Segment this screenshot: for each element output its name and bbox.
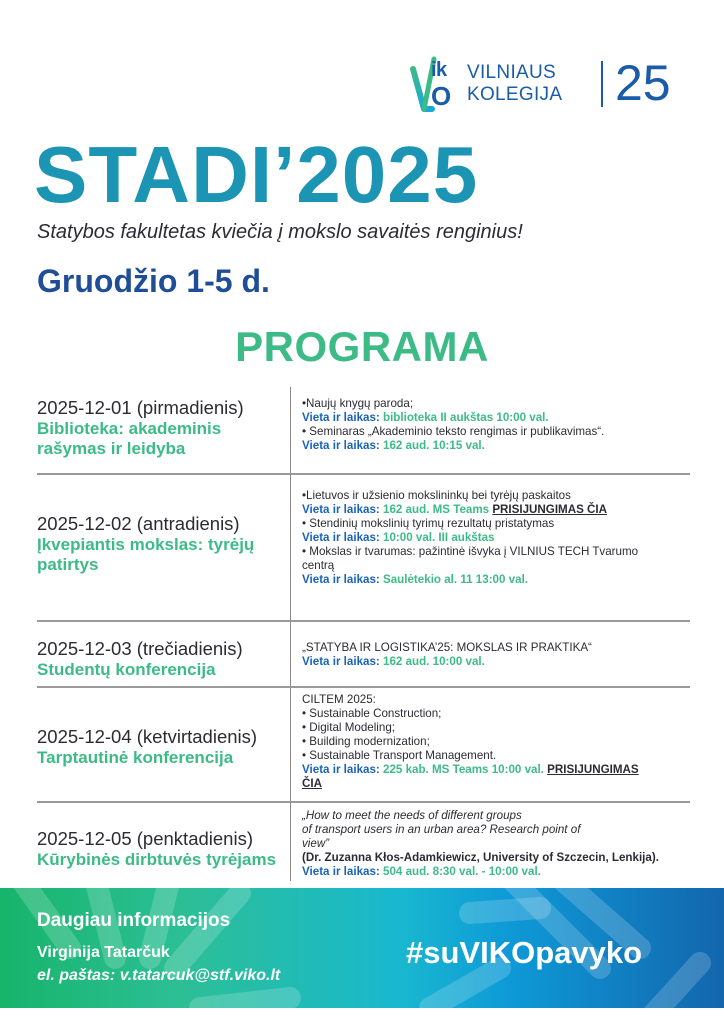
join-link[interactable]: PRISIJUNGIMAS ČIA — [492, 503, 607, 516]
detail-line: „STATYBA IR LOGISTIKA’25: MOKSLAS IR PRAKTIKA“ — [302, 641, 592, 654]
program-row-day — [37, 726, 287, 768]
venue-label: Vieta ir laikas: — [302, 439, 380, 452]
detail-line: • Stendinių mokslinių tyrimų rezultatų pristatymas — [302, 517, 555, 530]
venue-value: 504 aud. 8:30 val. - 10:00 val. — [379, 865, 541, 878]
venue-label: Vieta ir laikas: — [302, 763, 380, 776]
venue-value: Saulėtekio al. 11 13:00 val. — [379, 573, 529, 586]
venue-label: Vieta ir laikas: — [302, 573, 380, 586]
detail-line: •Naujų knygų paroda; — [302, 397, 414, 410]
speaker-line: (Dr. Zuzanna Kłos-Adamkiewicz, University of Szczecin, Lenkija). — [302, 851, 659, 864]
venue-label: Vieta ir laikas: — [302, 865, 380, 878]
link-continuation — [302, 777, 694, 791]
venue-value: 162 aud. MS Teams — [379, 503, 493, 516]
venue-value: 10:00 val. III aukštas — [379, 531, 495, 544]
row-divider — [37, 473, 690, 475]
logo-line-2: KOLEGIJA — [467, 84, 563, 105]
venue-line — [302, 439, 694, 453]
day-topic-line: patirtys — [37, 555, 99, 574]
day-date: 2025-12-01 (pirmadienis) — [37, 397, 244, 418]
program-row-details — [302, 397, 694, 453]
day-topic-line: Tarptautinė konferencija — [37, 748, 234, 767]
venue-line — [302, 411, 694, 425]
day-date: 2025-12-04 (ketvirtadienis) — [37, 726, 258, 747]
more-info-heading: Daugiau informacijos — [37, 910, 231, 931]
logo-line-1: VILNIAUS — [467, 62, 556, 83]
row-divider — [37, 801, 690, 803]
program-heading: PROGRAMA — [235, 323, 489, 370]
day-topic — [37, 660, 287, 680]
footer-banner — [0, 888, 724, 1008]
venue-line — [302, 763, 694, 777]
program-row-details — [302, 809, 694, 879]
logo-ik: ik — [431, 59, 447, 81]
event-title: STADI’2025 — [34, 130, 479, 219]
talk-title-line: „How to meet the needs of different groups — [302, 809, 522, 822]
detail-line: • Mokslas ir tvarumas: pažintinė išvyka į VILNIUS TECH Tvarumo — [302, 545, 639, 558]
talk-title-line: view” — [302, 837, 330, 850]
day-topic — [37, 419, 287, 459]
day-topic-line: Įkvepiantis mokslas: tyrėjų — [37, 535, 255, 554]
venue-line — [302, 531, 694, 545]
venue-label: Vieta ir laikas: — [302, 411, 380, 424]
venue-label: Vieta ir laikas: — [302, 531, 380, 544]
day-topic-line: Studentų konferencija — [37, 660, 216, 679]
talk-title-line: of transport users in an urban area? Research point of — [302, 823, 581, 836]
venue-value: biblioteka II aukštas 10:00 val. — [379, 411, 549, 424]
join-link[interactable]: ČIA — [302, 777, 322, 790]
day-topic-line: Kūrybinės dirbtuvės tyrėjams — [37, 850, 277, 869]
venue-line — [302, 865, 694, 879]
detail-line: CILTEM 2025: — [302, 693, 376, 706]
day-topic — [37, 748, 287, 768]
day-topic-line: rašymas ir leidyba — [37, 439, 186, 458]
join-link[interactable]: PRISIJUNGIMAS — [547, 763, 639, 776]
row-divider — [37, 620, 690, 622]
detail-line: • Building modernization; — [302, 735, 430, 748]
venue-line — [302, 573, 694, 587]
hashtag: #suVIKOpavyko — [406, 935, 643, 970]
logo-o: O — [431, 81, 452, 111]
program-row-day — [37, 513, 287, 575]
venue-label: Vieta ir laikas: — [302, 503, 380, 516]
day-date: 2025-12-05 (penktadienis) — [37, 828, 253, 849]
program-row-details — [302, 693, 694, 791]
day-topic — [37, 850, 287, 870]
detail-line: • Sustainable Construction; — [302, 707, 442, 720]
venue-value: 225 kab. MS Teams 10:00 val. — [379, 763, 548, 776]
detail-line: centrą — [302, 559, 335, 572]
venue-line — [302, 503, 694, 517]
event-subtitle: Statybos fakultetas kviečia į mokslo savaitės renginius! — [37, 221, 523, 243]
venue-line — [302, 655, 694, 669]
detail-line: •Lietuvos ir užsienio mokslininkų bei tyrėjų paskaitos — [302, 489, 571, 502]
program-row-details — [302, 489, 694, 587]
day-date: 2025-12-03 (trečiadienis) — [37, 638, 243, 659]
detail-line: • Sustainable Transport Management. — [302, 749, 497, 762]
logo-wordmark — [467, 62, 562, 106]
day-date: 2025-12-02 (antradienis) — [37, 513, 240, 534]
detail-line: • Digital Modeling; — [302, 721, 395, 734]
day-topic — [37, 535, 287, 575]
venue-value: 162 aud. 10:00 val. — [379, 655, 485, 668]
logo-divider — [601, 61, 603, 107]
day-topic-line: Biblioteka: akademinis — [37, 419, 222, 438]
logo-anniversary-number: 25 — [615, 55, 671, 111]
event-dates: Gruodžio 1-5 d. — [37, 263, 270, 299]
venue-value: 162 aud. 10:15 val. — [379, 439, 485, 452]
viko-logo — [410, 55, 690, 115]
contact-email[interactable]: el. paštas: v.tatarcuk@stf.viko.lt — [37, 967, 281, 984]
row-divider — [37, 686, 690, 688]
contact-name: Virginija Tatarčuk — [37, 944, 170, 961]
venue-label: Vieta ir laikas: — [302, 655, 380, 668]
program-row-details — [302, 641, 694, 669]
program-row-day — [37, 638, 287, 680]
column-divider — [290, 387, 291, 881]
program-row-day — [37, 397, 287, 459]
detail-line: • Seminaras „Akademinio teksto rengimas ir publikavimas“. — [302, 425, 605, 438]
program-row-day — [37, 828, 287, 870]
